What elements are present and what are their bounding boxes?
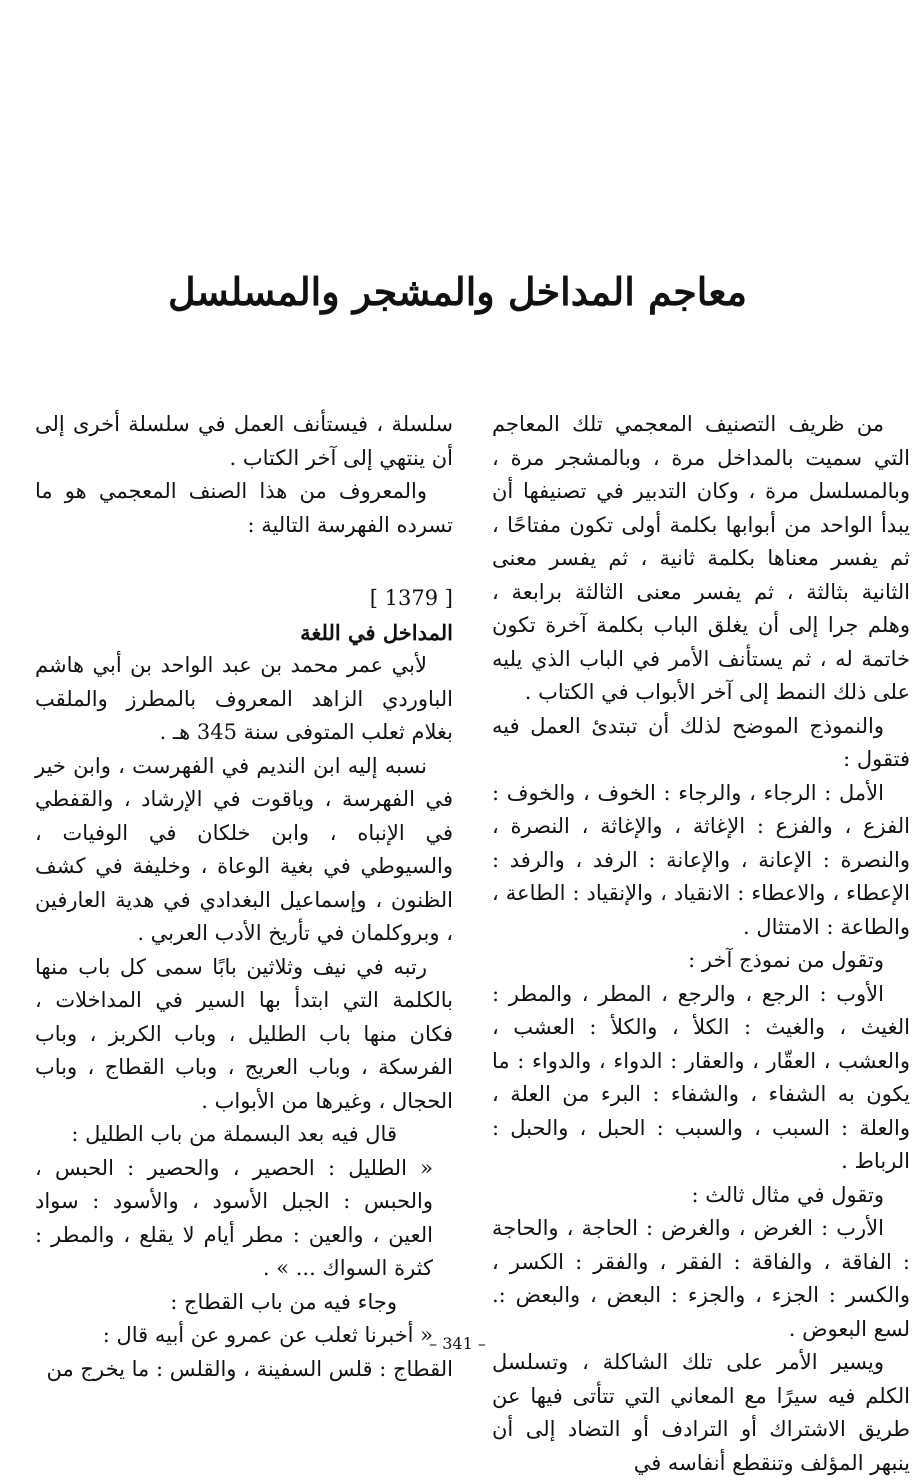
right-column	[492, 408, 910, 1480]
paragraph-example-2: الأوب : الرجع ، والرجع ، المطر ، والمطر : الغيث ، والغيث : الكلأ ، والكلأ : العشب ، والعشب ، العقّار ، والعقار : الدواء ، والدواء : ما يكون به الشفاء ، والشفاء : البرء من العلة ، والعلة : السبب ، والسبب : الحبل ، والحبل : الرباط .	[492, 981, 910, 1173]
entry-number: [ 1379 ]	[369, 586, 453, 610]
quote-1: « الطليل : الحصير ، والحصير : الحبس ، والحبس : الجبل الأسود ، والأسود : سواد العين ، والعين : مطر أيام لا يقلع ، والمطر : كثرة السواك ... » .	[35, 1155, 433, 1280]
paragraph-intro: من ظريف التصنيف المعجمي تلك المعاجم التي سميت بالمداخل مرة ، وبالمشجر مرة ، وبالمسلسل مرة ، وكان التدبير في تصنيفها أن يبدأ الواحد من أبوابها بكلمة أولى تكون مفتاحًا ، ثم يفسر معناها بكلمة ثانية ، ثم يفسر معنى الثانية بثالثة ، ثم يفسر معنى الثالثة برابعة ، وهلم جرا إلى أن يغلق الباب بكلمة آخرة تكون خاتمة له ، ثم يستأنف الأمر في الباب الذي يليه على ذلك النمط إلى آخر الأبواب في الكتاب .	[492, 412, 910, 704]
paragraph-model-2-intro: وتقول من نموذج آخر :	[688, 948, 884, 972]
entry-author: لأبي عمر محمد بن عبد الواحد بن أبي هاشم الباوردي الزاهد المعروف بالمطرز والملقب بغلام ثعلب المتوفى سنة 345 هـ .	[35, 653, 453, 744]
paragraph-model-3-intro: وتقول في مثال ثالث :	[691, 1182, 884, 1207]
page-title: معاجم المداخل والمشجر والمسلسل	[167, 269, 748, 314]
paragraph-example-1: الأمل : الرجاء ، والرجاء : الخوف ، والخوف : الفزع ، والفزع : الإغاثة ، والإغاثة ، النصرة ، والنصرة : الإعانة ، والإعانة : الرفد ، والرفد : الإعطاء ، والاعطاء : الانقياد ، والإنقياد : الطاعة ، والطاعة : الامتثال .	[492, 780, 910, 939]
quote-2-lead: « أخبرنا ثعلب عن عمرو عن أبيه قال :	[102, 1323, 433, 1347]
page-number: – 341 –	[429, 1334, 486, 1353]
paragraph-continuation: ويسير الأمر على تلك الشاكلة ، وتسلسل الكلم فيه سيرًا مع المعاني التي تتأتى فيها عن طريق الاشتراك أو الترادف أو التضاد إلى أن ينبهر المؤلف وتنقطع أنفاسه في	[492, 1350, 910, 1475]
paragraph-index-intro: والمعروف من هذا الصنف المعجمي هو ما تسرده الفهرسة التالية :	[35, 479, 453, 537]
entry-sources: نسبه إليه ابن النديم في الفهرست ، وابن خير في الفهرسة ، وياقوت في الإرشاد ، والقفطي في الإنباه ، وابن خلكان في الوفيات ، والسيوطي في بغية الوعاة ، وخليفة في كشف الظنون ، وإسماعيل البغدادي في هدية العارفين ، وبروكلمان في تأريخ الأدب العربي .	[35, 753, 453, 945]
left-column	[35, 408, 453, 1386]
quote-1-intro: قال فيه بعد البسملة من باب الطليل :	[71, 1122, 397, 1146]
paragraph-chain-end: سلسلة ، فيستأنف العمل في سلسلة أخرى إلى أن ينتهي إلى آخر الكتاب .	[35, 412, 453, 470]
entry-title: المداخل في اللغة	[300, 619, 453, 645]
paragraph-example-3: الأرب : الغرض ، والغرض : الحاجة ، والحاجة : الفاقة ، والفاقة : الفقر ، والفقر : الكسر ، والكسر : الجزء ، والجزء : البعض ، والبعض :. لسع البعوض .	[492, 1216, 910, 1341]
quote-2: القطاج : قلس السفينة ، والقلس : ما يخرج من	[46, 1356, 453, 1381]
quote-2-intro: وجاء فيه من باب القطاج :	[170, 1289, 397, 1314]
paragraph-model-intro: والنموذج الموضح لذلك أن تبتدئ العمل فيه فتقول :	[492, 713, 910, 771]
entry-arrangement: رتبه في نيف وثلاثين بابًا سمى كل باب منها بالكلمة التي ابتدأ بها السير في المداخلات ، فكان منها باب الطليل ، وباب الكربز ، وباب الفرسكة ، وباب العريج ، وباب القطاج ، وباب الحجال ، وغيرها من الأبواب .	[35, 954, 453, 1113]
